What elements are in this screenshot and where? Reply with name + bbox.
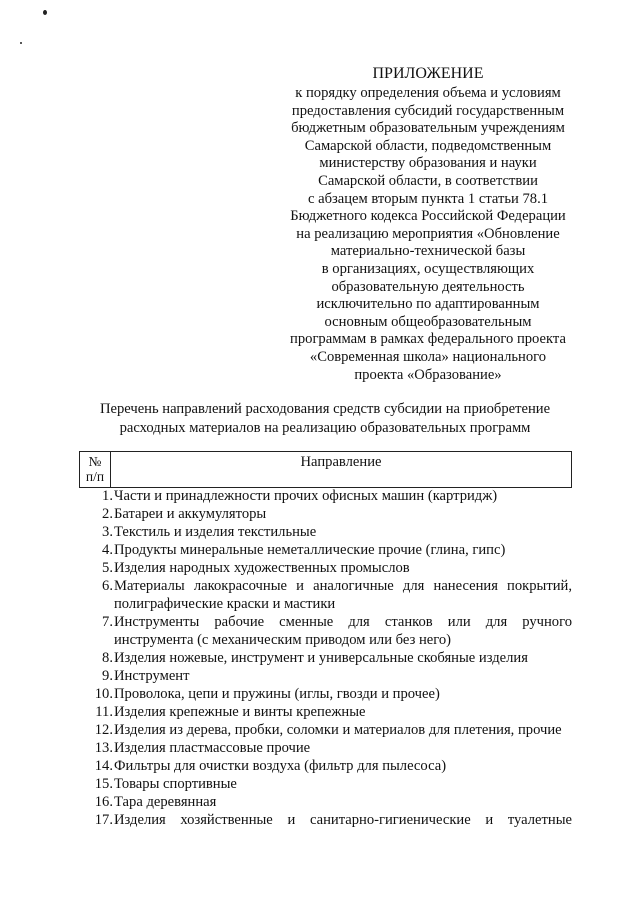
row-text: Текстиль и изделия текстильные — [114, 524, 317, 540]
row-text: Части и принадлежности прочих офисных машин (картридж) — [114, 488, 498, 504]
table-row — [79, 523, 572, 541]
appendix-line: министерству образования и науки — [319, 155, 537, 172]
table-row — [79, 775, 572, 793]
appendix-line: Бюджетного кодекса Российской Федерации — [290, 208, 566, 225]
header-number-abbr: п/п — [85, 469, 105, 484]
table-row — [79, 793, 572, 811]
header-number-cell — [80, 452, 111, 487]
appendix-line: к порядку определения объема и условиям — [295, 85, 561, 101]
appendix-line: в организациях, осуществляющих — [321, 260, 535, 277]
row-number: 4. — [102, 542, 113, 558]
table-body — [79, 487, 572, 829]
row-text: Изделия пластмассовые прочие — [114, 740, 311, 756]
header-number-sign: № — [88, 454, 102, 469]
row-number: 6. — [102, 578, 113, 594]
appendix-line: Самарской области, подведомственным — [304, 137, 552, 154]
row-number: 17. — [94, 812, 113, 828]
row-number: 7. — [102, 614, 113, 630]
appendix-block — [278, 64, 578, 384]
row-number: 13. — [94, 740, 113, 756]
document-title-line: расходных материалов на реализацию образовательных программ — [119, 420, 531, 436]
row-number: 1. — [102, 488, 113, 504]
appendix-line: программам в рамках федерального проекта — [290, 331, 566, 348]
header-direction-cell: Направление — [300, 454, 382, 470]
row-text: Изделия народных художественных промыслов — [114, 560, 410, 576]
appendix-line: проекта «Образование» — [354, 366, 502, 383]
appendix-line: материально-технической базы — [330, 243, 526, 260]
row-text: Инструмент — [114, 668, 190, 684]
appendix-line: на реализацию мероприятия «Обновление — [296, 225, 560, 242]
row-text: Проволока, цепи и пружины (иглы, гвозди и прочее) — [114, 686, 440, 702]
appendix-line: исключительно по адаптированным — [316, 296, 540, 313]
document-title — [60, 400, 590, 438]
row-text: Фильтры для очистки воздуха (фильтр для пылесоса) — [114, 758, 447, 774]
appendix-line: бюджетным образовательным учреждениям — [291, 120, 565, 137]
row-number: 10. — [94, 686, 113, 702]
row-text: Материалы лакокрасочные и аналогичные для нанесения покрытий, полиграфические краски и мастики — [114, 578, 572, 612]
document-title-line: Перечень направлений расходования средств субсидии на приобретение — [99, 401, 551, 417]
appendix-line: с абзацем вторым пункта 1 статьи 78.1 — [307, 190, 549, 207]
row-number: 14. — [94, 758, 113, 774]
table-header — [79, 451, 572, 488]
table-row — [79, 757, 572, 775]
table-row — [79, 685, 572, 703]
row-number: 12. — [94, 722, 113, 738]
table-row — [79, 541, 572, 559]
row-number: 5. — [102, 560, 113, 576]
table-row — [79, 703, 572, 721]
row-text: Изделия ножевые, инструмент и универсальные скобяные изделия — [114, 650, 528, 666]
row-text: Товары спортивные — [114, 776, 237, 792]
row-number: 16. — [94, 794, 113, 810]
table-row — [79, 649, 572, 667]
row-text: Батареи и аккумуляторы — [114, 506, 267, 522]
table-row — [79, 577, 572, 613]
table-row — [79, 739, 572, 757]
table-row — [79, 505, 572, 523]
scan-speck — [20, 42, 22, 44]
row-number: 2. — [102, 506, 113, 522]
table-row — [79, 721, 572, 739]
appendix-line: основным общеобразовательным — [324, 313, 532, 330]
appendix-line: образовательную деятельность — [331, 278, 525, 295]
row-number: 8. — [102, 650, 113, 666]
scan-speck — [43, 10, 47, 15]
appendix-line: «Современная школа» национального — [309, 348, 547, 365]
row-number: 15. — [94, 776, 113, 792]
appendix-line: Самарской области, в соответствии — [318, 172, 538, 189]
appendix-title: ПРИЛОЖЕНИЕ — [372, 65, 484, 82]
table-row — [79, 487, 572, 505]
row-text: Изделия из дерева, пробки, соломки и материалов для плетения, прочие — [114, 722, 562, 738]
row-text: Изделия крепежные и винты крепежные — [114, 704, 366, 720]
appendix-line: предоставления субсидий государственным — [291, 102, 565, 119]
table-row — [79, 559, 572, 577]
row-number: 11. — [95, 704, 113, 720]
row-number: 9. — [102, 668, 113, 684]
row-text: Инструменты рабочие сменные для станков или для ручного инструмента (с механическим приводом или без него) — [114, 614, 572, 648]
row-text: Изделия хозяйственные и санитарно-гигиенические и туалетные — [114, 812, 572, 828]
row-number: 3. — [102, 524, 113, 540]
row-text: Продукты минеральные неметаллические прочие (глина, гипс) — [114, 542, 506, 558]
table-row — [79, 613, 572, 649]
table-row — [79, 667, 572, 685]
table-row — [79, 811, 572, 829]
row-text: Тара деревянная — [114, 794, 217, 810]
